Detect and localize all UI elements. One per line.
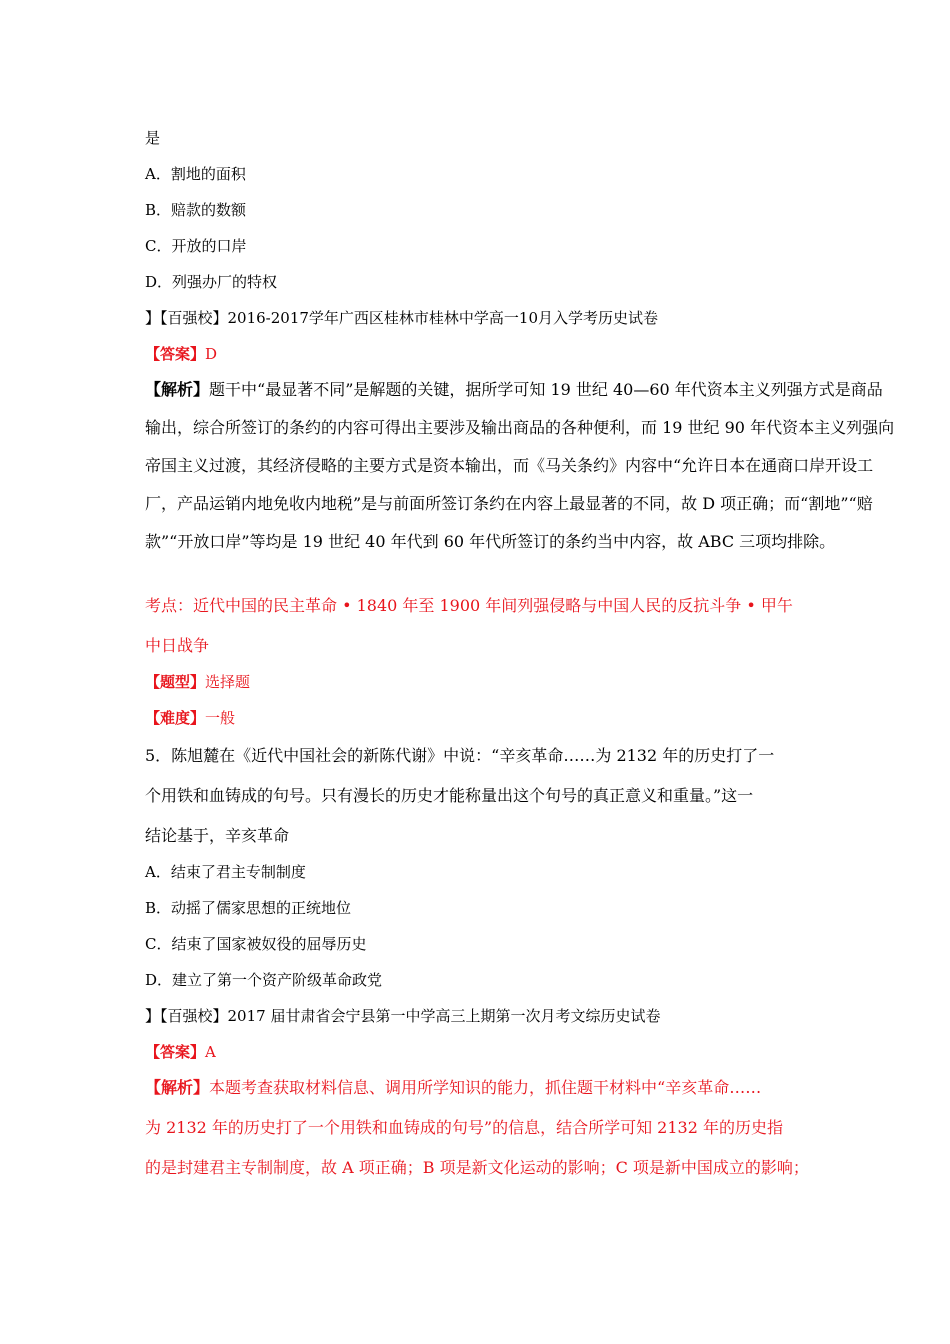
q5-stem-line-3: 结论基于，辛亥革命 bbox=[145, 826, 290, 845]
analysis-text: 题干中“最显著不同”是解题的关键，据所学可知 19 世纪 40—60 年代资本主义列强方式是商品 bbox=[209, 380, 883, 399]
q5-stem-line-1: 5．陈旭麓在《近代中国社会的新陈代谢》中说：“辛亥革命……为 2132 年的历史打了一 bbox=[145, 746, 775, 765]
q5-option-b: B．动摇了儒家思想的正统地位 bbox=[145, 899, 352, 917]
kaodian-line-2: 中日战争 bbox=[145, 636, 210, 655]
q5-option-c: C．结束了国家被奴役的屈辱历史 bbox=[145, 935, 367, 953]
analysis-line-3: 帝国主义过渡，其经济侵略的主要方式是资本输出，而《马关条约》内容中“允许日本在通商口岸开设工 bbox=[145, 456, 874, 475]
q5-analysis-line-2: 为 2132 年的历史打了一个用铁和血铸成的句号”的信息，结合所学可知 2132 年的历史指 bbox=[145, 1118, 783, 1137]
q5-analysis-line-3: 的是封建君主专制制度，故 A 项正确；B 项是新文化运动的影响；C 项是新中国成立的影响； bbox=[145, 1158, 809, 1177]
answer-value: D bbox=[205, 345, 218, 363]
question-stem-tail: 是 bbox=[145, 129, 161, 147]
option-a: A．割地的面积 bbox=[145, 165, 246, 183]
analysis-line-1 bbox=[145, 380, 883, 400]
q5-stem-line-2: 个用铁和血铸成的句号。只有漫长的历史才能称量出这个句号的真正意义和重量。”这一 bbox=[145, 786, 754, 805]
answer-label: 【答案】 bbox=[145, 345, 206, 363]
q5-analysis-label: 【解析】 bbox=[145, 1078, 210, 1097]
q5-source-line: 】【百强校】2017 届甘肃省会宁县第一中学高三上期第一次月考文综历史试卷 bbox=[145, 1007, 661, 1025]
q5-option-d: D．建立了第一个资产阶级革命政党 bbox=[145, 971, 383, 989]
option-b: B．赔款的数额 bbox=[145, 201, 247, 219]
option-d: D．列强办厂的特权 bbox=[145, 273, 278, 291]
option-c: C．开放的口岸 bbox=[145, 237, 247, 255]
difficulty-label: 【难度】 bbox=[145, 709, 206, 727]
type-label: 【题型】 bbox=[145, 673, 206, 691]
analysis-label: 【解析】 bbox=[145, 380, 210, 399]
analysis-line-2: 输出，综合所签订的条约的内容可得出主要涉及输出商品的各种便利，而 19 世纪 90 年代资本主义列强向 bbox=[145, 418, 895, 437]
q5-option-a: A．结束了君主专制制度 bbox=[145, 863, 306, 881]
type-value: 选择题 bbox=[205, 673, 251, 691]
answer-line bbox=[145, 344, 217, 364]
analysis-line-4: 厂，产品运销内地免收内地税”是与前面所签订条约在内容上最显著的不同，故 D 项正确；而“割地”“赔 bbox=[145, 494, 873, 513]
type-line bbox=[145, 672, 250, 692]
q5-analysis-line-1 bbox=[145, 1078, 761, 1098]
q5-answer-line bbox=[145, 1042, 216, 1062]
source-line: 】【百强校】2016-2017学年广西区桂林市桂林中学高一10月入学考历史试卷 bbox=[145, 309, 659, 327]
kaodian-line-1: 考点：近代中国的民主革命 • 1840 年至 1900 年间列强侵略与中国人民的反抗斗争 • 甲午 bbox=[145, 596, 793, 615]
analysis-line-5: 款”“开放口岸”等均是 19 世纪 40 年代到 60 年代所签订的条约当中内容，故 ABC 三项均排除。 bbox=[145, 532, 836, 551]
q5-analysis-text: 本题考查获取材料信息、调用所学知识的能力，抓住题干材料中“辛亥革命…… bbox=[209, 1078, 762, 1097]
q5-answer-label: 【答案】 bbox=[145, 1043, 206, 1061]
difficulty-line bbox=[145, 708, 235, 728]
q5-answer-value: A bbox=[205, 1043, 216, 1061]
difficulty-value: 一般 bbox=[205, 709, 236, 727]
